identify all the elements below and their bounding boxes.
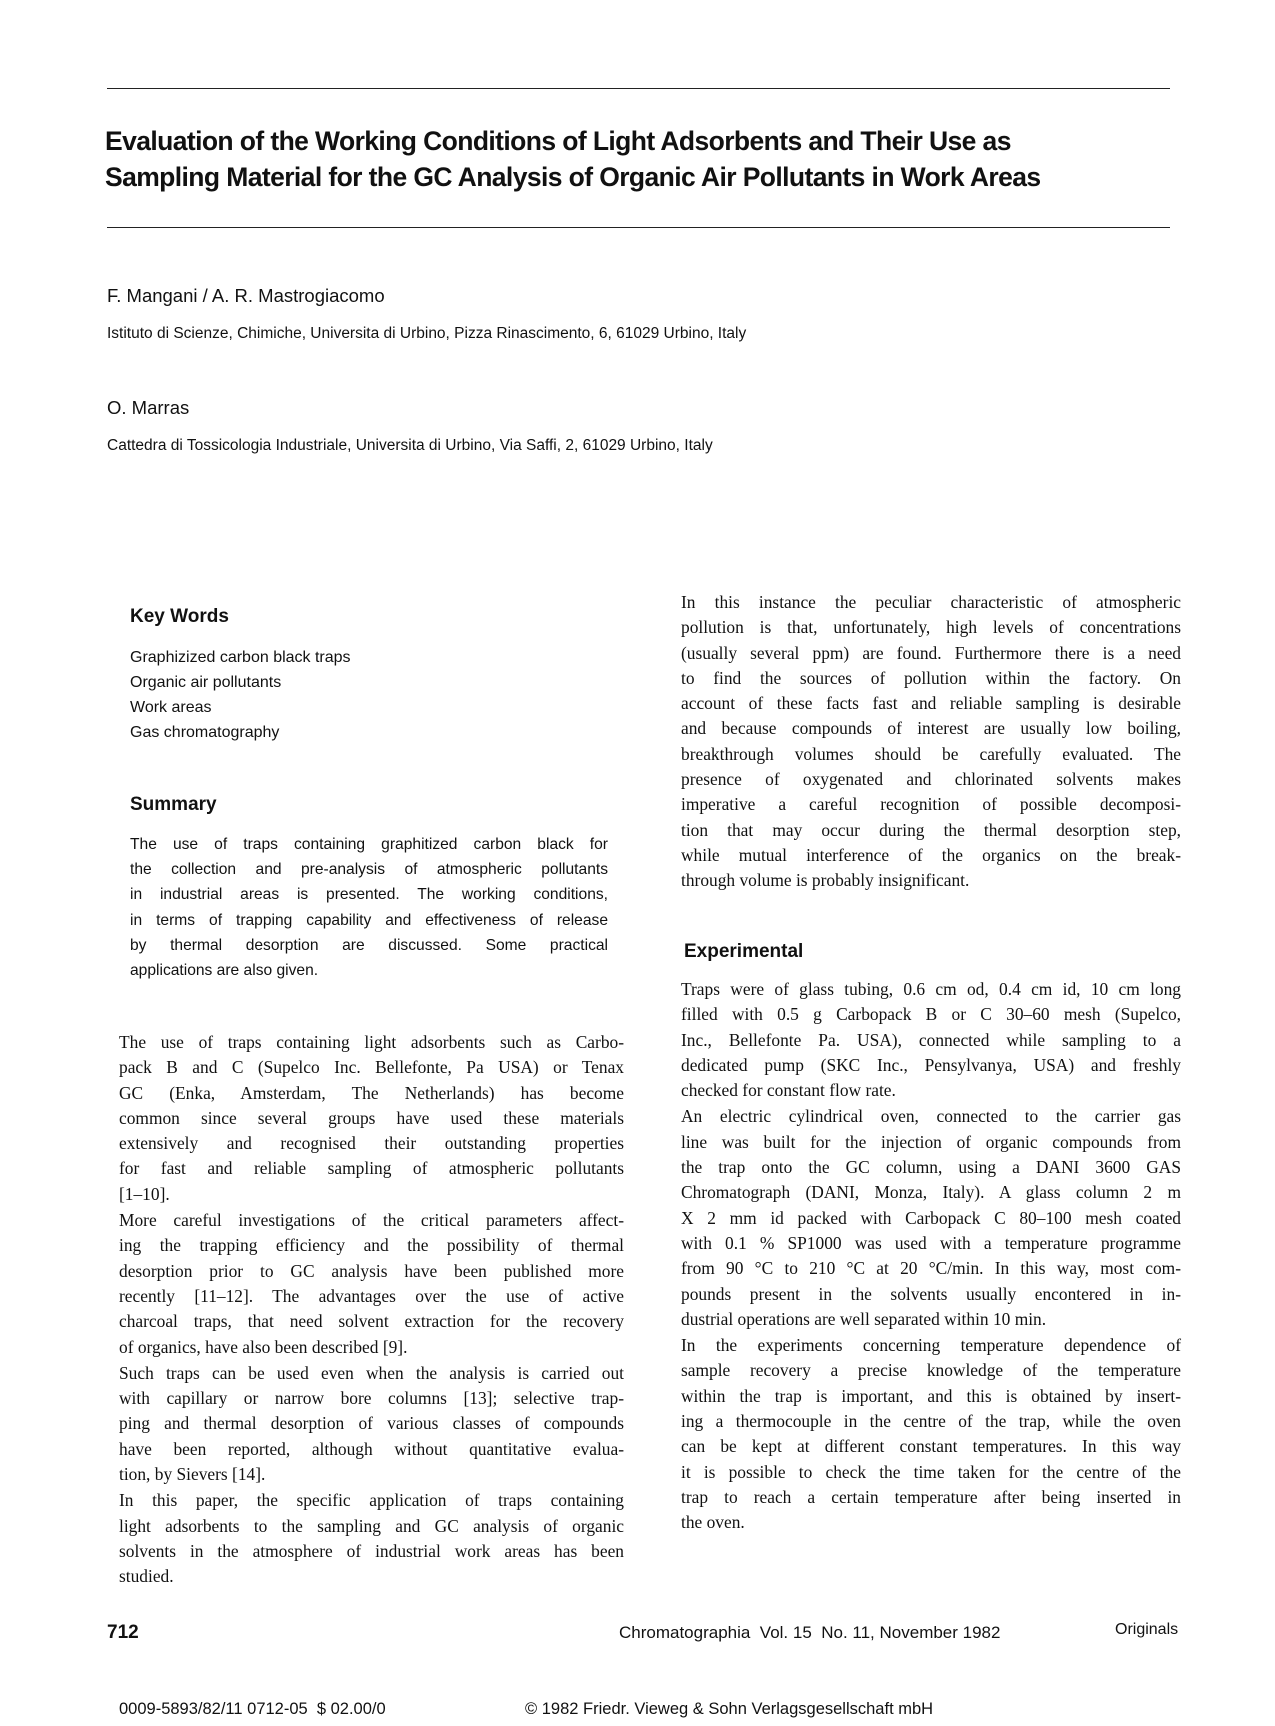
title-line-2: Sampling Material for the GC Analysis of Organic Air Pollutants in Work Areas bbox=[105, 162, 1041, 192]
journal-citation: Chromatographia Vol. 15 No. 11, November 1982 bbox=[619, 1623, 1001, 1642]
text-line: ping and thermal desorption of various classes of compounds bbox=[119, 1413, 624, 1434]
paragraph bbox=[681, 977, 1181, 1103]
text-line: pollution is that, unfortunately, high levels of concentrations bbox=[681, 617, 1181, 638]
text-line: pack B and C (Supelco Inc. Bellefonte, Pa USA) or Tenax bbox=[119, 1057, 624, 1078]
top-rule bbox=[107, 88, 1170, 89]
summary-heading: Summary bbox=[130, 794, 217, 815]
text-line: and because compounds of interest are usually low boiling, bbox=[681, 718, 1181, 739]
text-line: (usually several ppm) are found. Furthermore there is a need bbox=[681, 642, 1181, 663]
text-line: tion, by Sievers [14]. bbox=[119, 1464, 266, 1485]
keyword: Gas chromatography bbox=[130, 724, 280, 741]
title-line-1: Evaluation of the Working Conditions of Light Adsorbents and Their Use as bbox=[105, 126, 1011, 156]
keywords-list bbox=[130, 645, 351, 745]
text-line: the trap onto the GC column, using a DANI 3600 GAS bbox=[681, 1157, 1181, 1178]
text-line: filled with 0.5 g Carbopack B or C 30–60 mesh (Supelco, bbox=[681, 1004, 1181, 1025]
paragraph bbox=[130, 832, 608, 983]
paragraph bbox=[681, 590, 1181, 894]
text-line: trap to reach a certain temperature after being inserted in bbox=[681, 1486, 1181, 1507]
text-line: recently [11–12]. The advantages over the use of active bbox=[119, 1285, 624, 1306]
author-names-1: F. Mangani / A. R. Mastrogiacomo bbox=[107, 285, 385, 306]
text-line: In the experiments concerning temperature dependence of bbox=[681, 1335, 1181, 1356]
text-line: it is possible to check the time taken for the centre of the bbox=[681, 1461, 1181, 1482]
text-line: account of these facts fast and reliable sampling is desirable bbox=[681, 693, 1181, 714]
author-names-2: O. Marras bbox=[107, 397, 190, 418]
text-line: presence of oxygenated and chlorinated solvents makes bbox=[681, 769, 1181, 790]
paragraph bbox=[681, 1104, 1181, 1332]
text-line: breakthrough volumes should be carefully evaluated. The bbox=[681, 743, 1181, 764]
text-line: in industrial areas is presented. The working conditions, bbox=[130, 886, 608, 904]
text-line: X 2 mm id packed with Carbopack C 80–100 mesh coated bbox=[681, 1207, 1181, 1228]
text-line: Chromatograph (DANI, Monza, Italy). A glass column 2 m bbox=[681, 1182, 1181, 1203]
text-line: light adsorbents to the sampling and GC analysis of organic bbox=[119, 1515, 624, 1536]
text-line: The use of traps containing graphitized carbon black for bbox=[130, 836, 608, 853]
text-line: through volume is probably insignificant. bbox=[681, 870, 970, 891]
section-label: Originals bbox=[1115, 1621, 1179, 1638]
text-line: applications are also given. bbox=[130, 962, 319, 980]
text-line: Inc., Bellefonte Pa. USA), connected while sampling to a bbox=[681, 1029, 1181, 1050]
text-line: extensively and recognised their outstanding properties bbox=[119, 1133, 624, 1154]
text-line: to find the sources of pollution within the factory. On bbox=[681, 667, 1181, 688]
text-line: have been reported, although without quantitative evalua- bbox=[119, 1438, 624, 1459]
text-line: dustrial operations are well separated within 10 min. bbox=[681, 1308, 1047, 1329]
keywords-heading: Key Words bbox=[130, 606, 229, 627]
text-line: [1–10]. bbox=[119, 1183, 170, 1204]
text-line: the oven. bbox=[681, 1512, 745, 1533]
keyword: Graphizized carbon black traps bbox=[130, 649, 351, 666]
text-line: charcoal traps, that need solvent extraction for the recovery bbox=[119, 1311, 624, 1332]
text-line: ing a thermocouple in the centre of the trap, while the oven bbox=[681, 1411, 1181, 1432]
article-code: 0009-5893/82/11 0712-05 $ 02.00/0 bbox=[119, 1700, 386, 1718]
text-line: studied. bbox=[119, 1566, 174, 1587]
paragraph bbox=[119, 1361, 624, 1487]
paragraph bbox=[119, 1488, 624, 1589]
article-title bbox=[105, 123, 1040, 195]
text-line: An electric cylindrical oven, connected to the carrier gas bbox=[681, 1106, 1181, 1127]
paragraph bbox=[681, 1333, 1181, 1535]
page-number: 712 bbox=[107, 1622, 139, 1643]
text-line: tion that may occur during the thermal desorption step, bbox=[681, 819, 1181, 840]
text-line: More careful investigations of the critical parameters affect- bbox=[119, 1210, 624, 1231]
experimental-heading: Experimental bbox=[684, 941, 804, 962]
text-line: ing the trapping efficiency and the possibility of thermal bbox=[119, 1235, 624, 1256]
text-line: the collection and pre-analysis of atmospheric pollutants bbox=[130, 861, 608, 879]
text-line: dedicated pump (SKC Inc., Pensylvanya, USA) and freshly bbox=[681, 1054, 1181, 1075]
text-line: common since several groups have used these materials bbox=[119, 1107, 624, 1128]
text-line: imperative a careful recognition of possible decomposi- bbox=[681, 794, 1181, 815]
text-line: while mutual interference of the organics on the break- bbox=[681, 844, 1181, 865]
text-line: solvents in the atmosphere of industrial work areas has been bbox=[119, 1540, 624, 1561]
experimental-text bbox=[681, 977, 1181, 1537]
text-line: with 0.1 % SP1000 was used with a temperature programme bbox=[681, 1232, 1181, 1253]
text-line: In this instance the peculiar characteristic of atmospheric bbox=[681, 592, 1181, 612]
author-affiliation-2: Cattedra di Tossicologia Industriale, Universita di Urbino, Via Saffi, 2, 61029 Urbino, Italy bbox=[107, 437, 713, 454]
text-line: within the trap is important, and this is obtained by insert- bbox=[681, 1385, 1181, 1406]
text-line: from 90 °C to 210 °C at 20 °C/min. In this way, most com- bbox=[681, 1258, 1181, 1279]
text-line: Such traps can be used even when the analysis is carried out bbox=[119, 1362, 624, 1383]
text-line: line was built for the injection of organic compounds from bbox=[681, 1131, 1181, 1152]
text-line: desorption prior to GC analysis have been published more bbox=[119, 1260, 624, 1281]
introduction-left-column bbox=[119, 1030, 624, 1591]
keyword: Work areas bbox=[130, 699, 212, 716]
summary-text bbox=[130, 832, 608, 984]
title-rule bbox=[107, 227, 1170, 228]
paragraph bbox=[119, 1208, 624, 1360]
text-line: by thermal desorption are discussed. Some practical bbox=[130, 936, 608, 954]
copyright-notice: © 1982 Friedr. Vieweg & Sohn Verlagsgesellschaft mbH bbox=[525, 1700, 934, 1718]
text-line: Traps were of glass tubing, 0.6 cm od, 0.4 cm id, 10 cm long bbox=[681, 979, 1181, 999]
author-affiliation-1: Istituto di Scienze, Chimiche, Universita di Urbino, Pizza Rinascimento, 6, 61029 Urbino, Italy bbox=[107, 325, 747, 342]
text-line: for fast and reliable sampling of atmospheric pollutants bbox=[119, 1158, 624, 1179]
text-line: checked for constant flow rate. bbox=[681, 1080, 896, 1101]
text-line: In this paper, the specific application of traps containing bbox=[119, 1490, 624, 1511]
text-line: in terms of trapping capability and effectiveness of release bbox=[130, 911, 608, 929]
text-line: can be kept at different constant temperatures. In this way bbox=[681, 1436, 1181, 1457]
text-line: pounds present in the solvents usually encontered in in- bbox=[681, 1283, 1181, 1304]
text-line: GC (Enka, Amsterdam, The Netherlands) has become bbox=[119, 1082, 624, 1103]
introduction-right-column bbox=[681, 590, 1181, 895]
text-line: The use of traps containing light adsorbents such as Carbo- bbox=[119, 1032, 624, 1052]
paragraph bbox=[119, 1030, 624, 1207]
keyword: Organic air pollutants bbox=[130, 674, 282, 691]
text-line: with capillary or narrow bore columns [13]; selective trap- bbox=[119, 1388, 624, 1409]
text-line: sample recovery a precise knowledge of the temperature bbox=[681, 1360, 1181, 1381]
text-line: of organics, have also been described [9]. bbox=[119, 1336, 408, 1357]
